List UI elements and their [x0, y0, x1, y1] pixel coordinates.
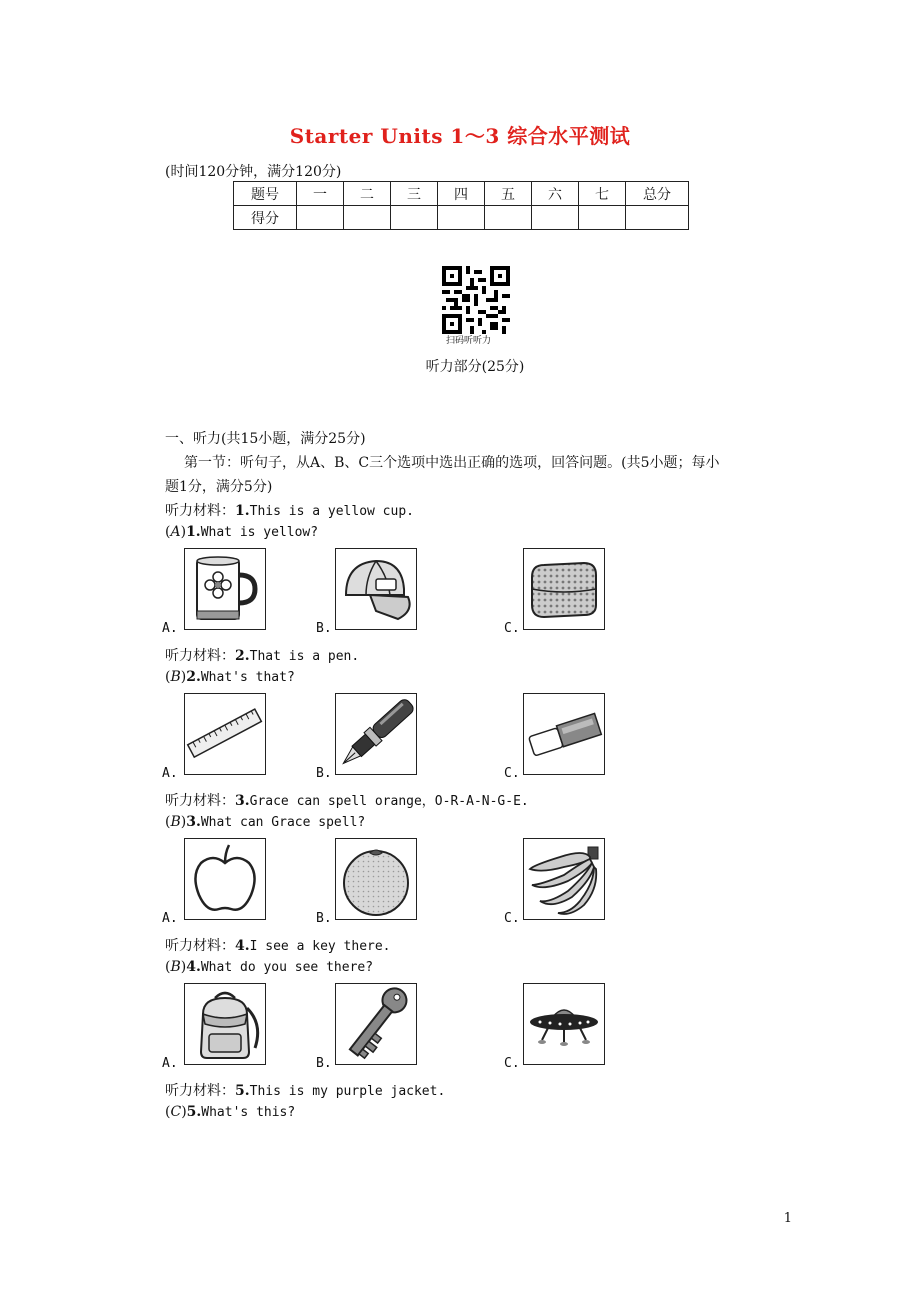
table-cell — [297, 206, 344, 230]
score-table — [233, 181, 689, 230]
listening-material-2: 听力材料：2.That is a pen. — [165, 648, 360, 664]
option-b-label: B. — [316, 766, 332, 781]
backpack-picture — [184, 983, 266, 1065]
table-cell — [485, 206, 532, 230]
question-3: (B)3.What can Grace spell? — [165, 814, 366, 830]
listening-material-5: 听力材料：5.This is my purple jacket. — [165, 1083, 446, 1099]
part1-heading: 一、听力(共15小题，满分25分) — [165, 431, 366, 447]
quilt-picture — [523, 548, 605, 630]
qr-code-icon — [442, 266, 510, 334]
option-c-label: C. — [504, 911, 520, 926]
section1-instructions: 第一节：听句子，从A、B、C三个选项中选出正确的选项，回答问题。(共5小题；每小 — [184, 455, 720, 471]
question-4: (B)4.What do you see there? — [165, 959, 374, 975]
exam-info: (时间120分钟，满分120分) — [165, 164, 342, 180]
answer-4: B — [170, 959, 181, 975]
answer-1: A — [170, 524, 181, 540]
table-cell: 题号 — [234, 182, 297, 206]
listening-section-heading: 听力部分(25分) — [425, 359, 525, 375]
option-c-label: C. — [504, 766, 520, 781]
option-b-label: B. — [316, 621, 332, 636]
key-picture — [335, 983, 417, 1065]
table-cell: 三 — [391, 182, 438, 206]
option-c-label: C. — [504, 1056, 520, 1071]
page-number: 1 — [783, 1211, 792, 1226]
listening-material-1: 听力材料：1.This is a yellow cup. — [165, 503, 414, 519]
cup-picture — [184, 548, 266, 630]
table-cell: 得分 — [234, 206, 297, 230]
table-cell — [438, 206, 485, 230]
table-cell — [532, 206, 579, 230]
page-title: Starter Units 1～3 综合水平测试 — [289, 124, 631, 148]
table-cell — [391, 206, 438, 230]
section1-instructions-cont: 题1分，满分5分) — [165, 479, 273, 495]
banana-picture — [523, 838, 605, 920]
table-cell — [344, 206, 391, 230]
table-cell: 二 — [344, 182, 391, 206]
option-a-label: A. — [162, 621, 178, 636]
qr-code-label: 扫码听听力 — [446, 336, 492, 346]
question-2: (B)2.What's that? — [165, 669, 295, 685]
answer-5: C — [170, 1104, 182, 1120]
pen-picture — [335, 693, 417, 775]
ufo-picture — [523, 983, 605, 1065]
table-cell: 四 — [438, 182, 485, 206]
answer-3: B — [170, 814, 181, 830]
option-a-label: A. — [162, 911, 178, 926]
table-cell: 七 — [579, 182, 626, 206]
table-cell: 一 — [297, 182, 344, 206]
option-b-label: B. — [316, 1056, 332, 1071]
option-a-label: A. — [162, 1056, 178, 1071]
table-cell: 五 — [485, 182, 532, 206]
answer-2: B — [170, 669, 181, 685]
option-b-label: B. — [316, 911, 332, 926]
orange-picture — [335, 838, 417, 920]
eraser-picture — [523, 693, 605, 775]
table-cell: 总分 — [626, 182, 689, 206]
apple-picture — [184, 838, 266, 920]
score-table-header-row — [234, 182, 689, 206]
cap-picture — [335, 548, 417, 630]
score-table-score-row — [234, 206, 689, 230]
table-cell — [579, 206, 626, 230]
question-5: (C)5.What's this? — [165, 1104, 296, 1120]
listening-material-3: 听力材料：3.Grace can spell orange，O-R-A-N-G-E. — [165, 793, 529, 809]
option-c-label: C. — [504, 621, 520, 636]
table-cell — [626, 206, 689, 230]
ruler-picture — [184, 693, 266, 775]
question-1: (A)1.What is yellow? — [165, 524, 319, 540]
table-cell: 六 — [532, 182, 579, 206]
option-a-label: A. — [162, 766, 178, 781]
listening-material-4: 听力材料：4.I see a key there. — [165, 938, 391, 954]
